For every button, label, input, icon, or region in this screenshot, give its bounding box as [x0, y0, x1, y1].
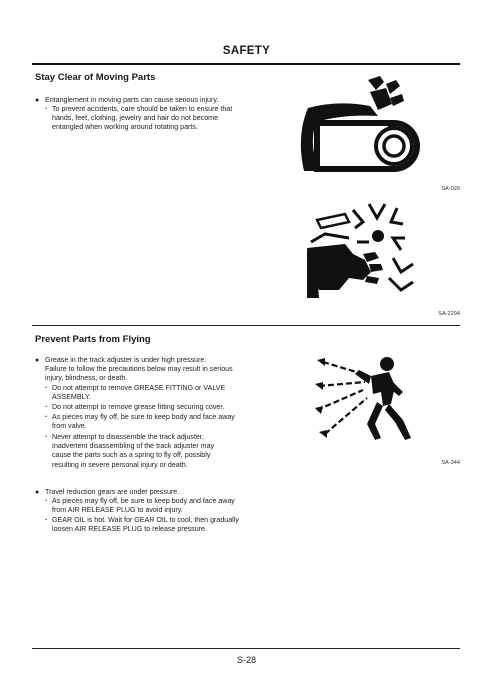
- figure-caption: SA-2294: [438, 311, 460, 317]
- figure-caption: SA-026: [441, 186, 460, 192]
- bullet-dot: ●: [35, 97, 40, 104]
- sub-line: hands, feet, clothing, jewelry and hair do not become: [52, 114, 219, 123]
- bullet-dot: ●: [35, 357, 40, 364]
- sub-bullet-dot: ·: [45, 432, 48, 441]
- section-divider: [32, 325, 460, 326]
- fan-entanglement-icon: [305, 198, 425, 302]
- sub-line: ASSEMBLY.: [52, 393, 91, 402]
- sub-bullet-dot: ·: [45, 496, 48, 505]
- sub-bullet-dot: ·: [45, 412, 48, 421]
- bullet-line: Entanglement in moving parts can cause serious injury.: [45, 96, 219, 104]
- sub-line: from valve.: [52, 422, 87, 431]
- figure-caption: SA-344: [441, 460, 460, 466]
- bullet-line: Grease in the track adjuster is under high pressure.: [45, 356, 207, 364]
- moving-parts-entanglement-icon: [298, 76, 423, 186]
- flying-parts-icon: [315, 352, 415, 444]
- sub-line: cause the parts such as a spring to fly off, possibly: [52, 451, 211, 460]
- bullet-line: injury, blindness, or death.: [45, 374, 128, 383]
- sub-line: As pieces may fly off, be sure to keep body and face away: [52, 413, 235, 421]
- footer-rule: [32, 648, 460, 649]
- sub-line: Do not attempt to remove grease fitting securing cover.: [52, 403, 225, 411]
- sub-line: resulting in severe personal injury or death.: [52, 460, 188, 469]
- section-title-moving-parts: Stay Clear of Moving Parts: [35, 72, 156, 83]
- sub-bullet-dot: ·: [45, 402, 48, 411]
- page-number: S-28: [236, 655, 256, 665]
- sub-line: Do not attempt to remove GREASE FITTING or VALVE: [52, 384, 226, 392]
- sub-line: GEAR OIL is hot. Wait for GEAR OIL to cool, then gradually: [52, 516, 239, 524]
- sub-line: Inadvertent disassembling of the track adjuster may: [52, 442, 215, 451]
- section-title-parts-flying: Prevent Parts from Flying: [35, 334, 151, 345]
- sub-line: As pieces may fly off, be sure to keep body and face away: [52, 497, 235, 505]
- sub-line: To prevent accidents, care should be taken to ensure that: [52, 105, 233, 113]
- bullet-dot: ●: [35, 489, 40, 496]
- bullet-line: Failure to follow the precautions below may result in serious: [45, 365, 233, 374]
- sub-line: from AIR RELEASE PLUG to avoid injury.: [52, 506, 183, 515]
- sub-bullet-dot: ·: [45, 515, 48, 524]
- sub-bullet-dot: ·: [45, 104, 48, 113]
- page-header-title: SAFETY: [222, 45, 271, 57]
- sub-line: Never attempt to disassemble the track adjuster.: [52, 433, 204, 441]
- bullet-line: Travel reduction gears are under pressure.: [45, 488, 180, 496]
- sub-line: loosen AIR RELEASE PLUG to release pressure.: [52, 525, 207, 534]
- sub-bullet-dot: ·: [45, 383, 48, 392]
- sub-line: entangled when working around rotating parts.: [52, 123, 198, 132]
- header-rule: [32, 63, 460, 65]
